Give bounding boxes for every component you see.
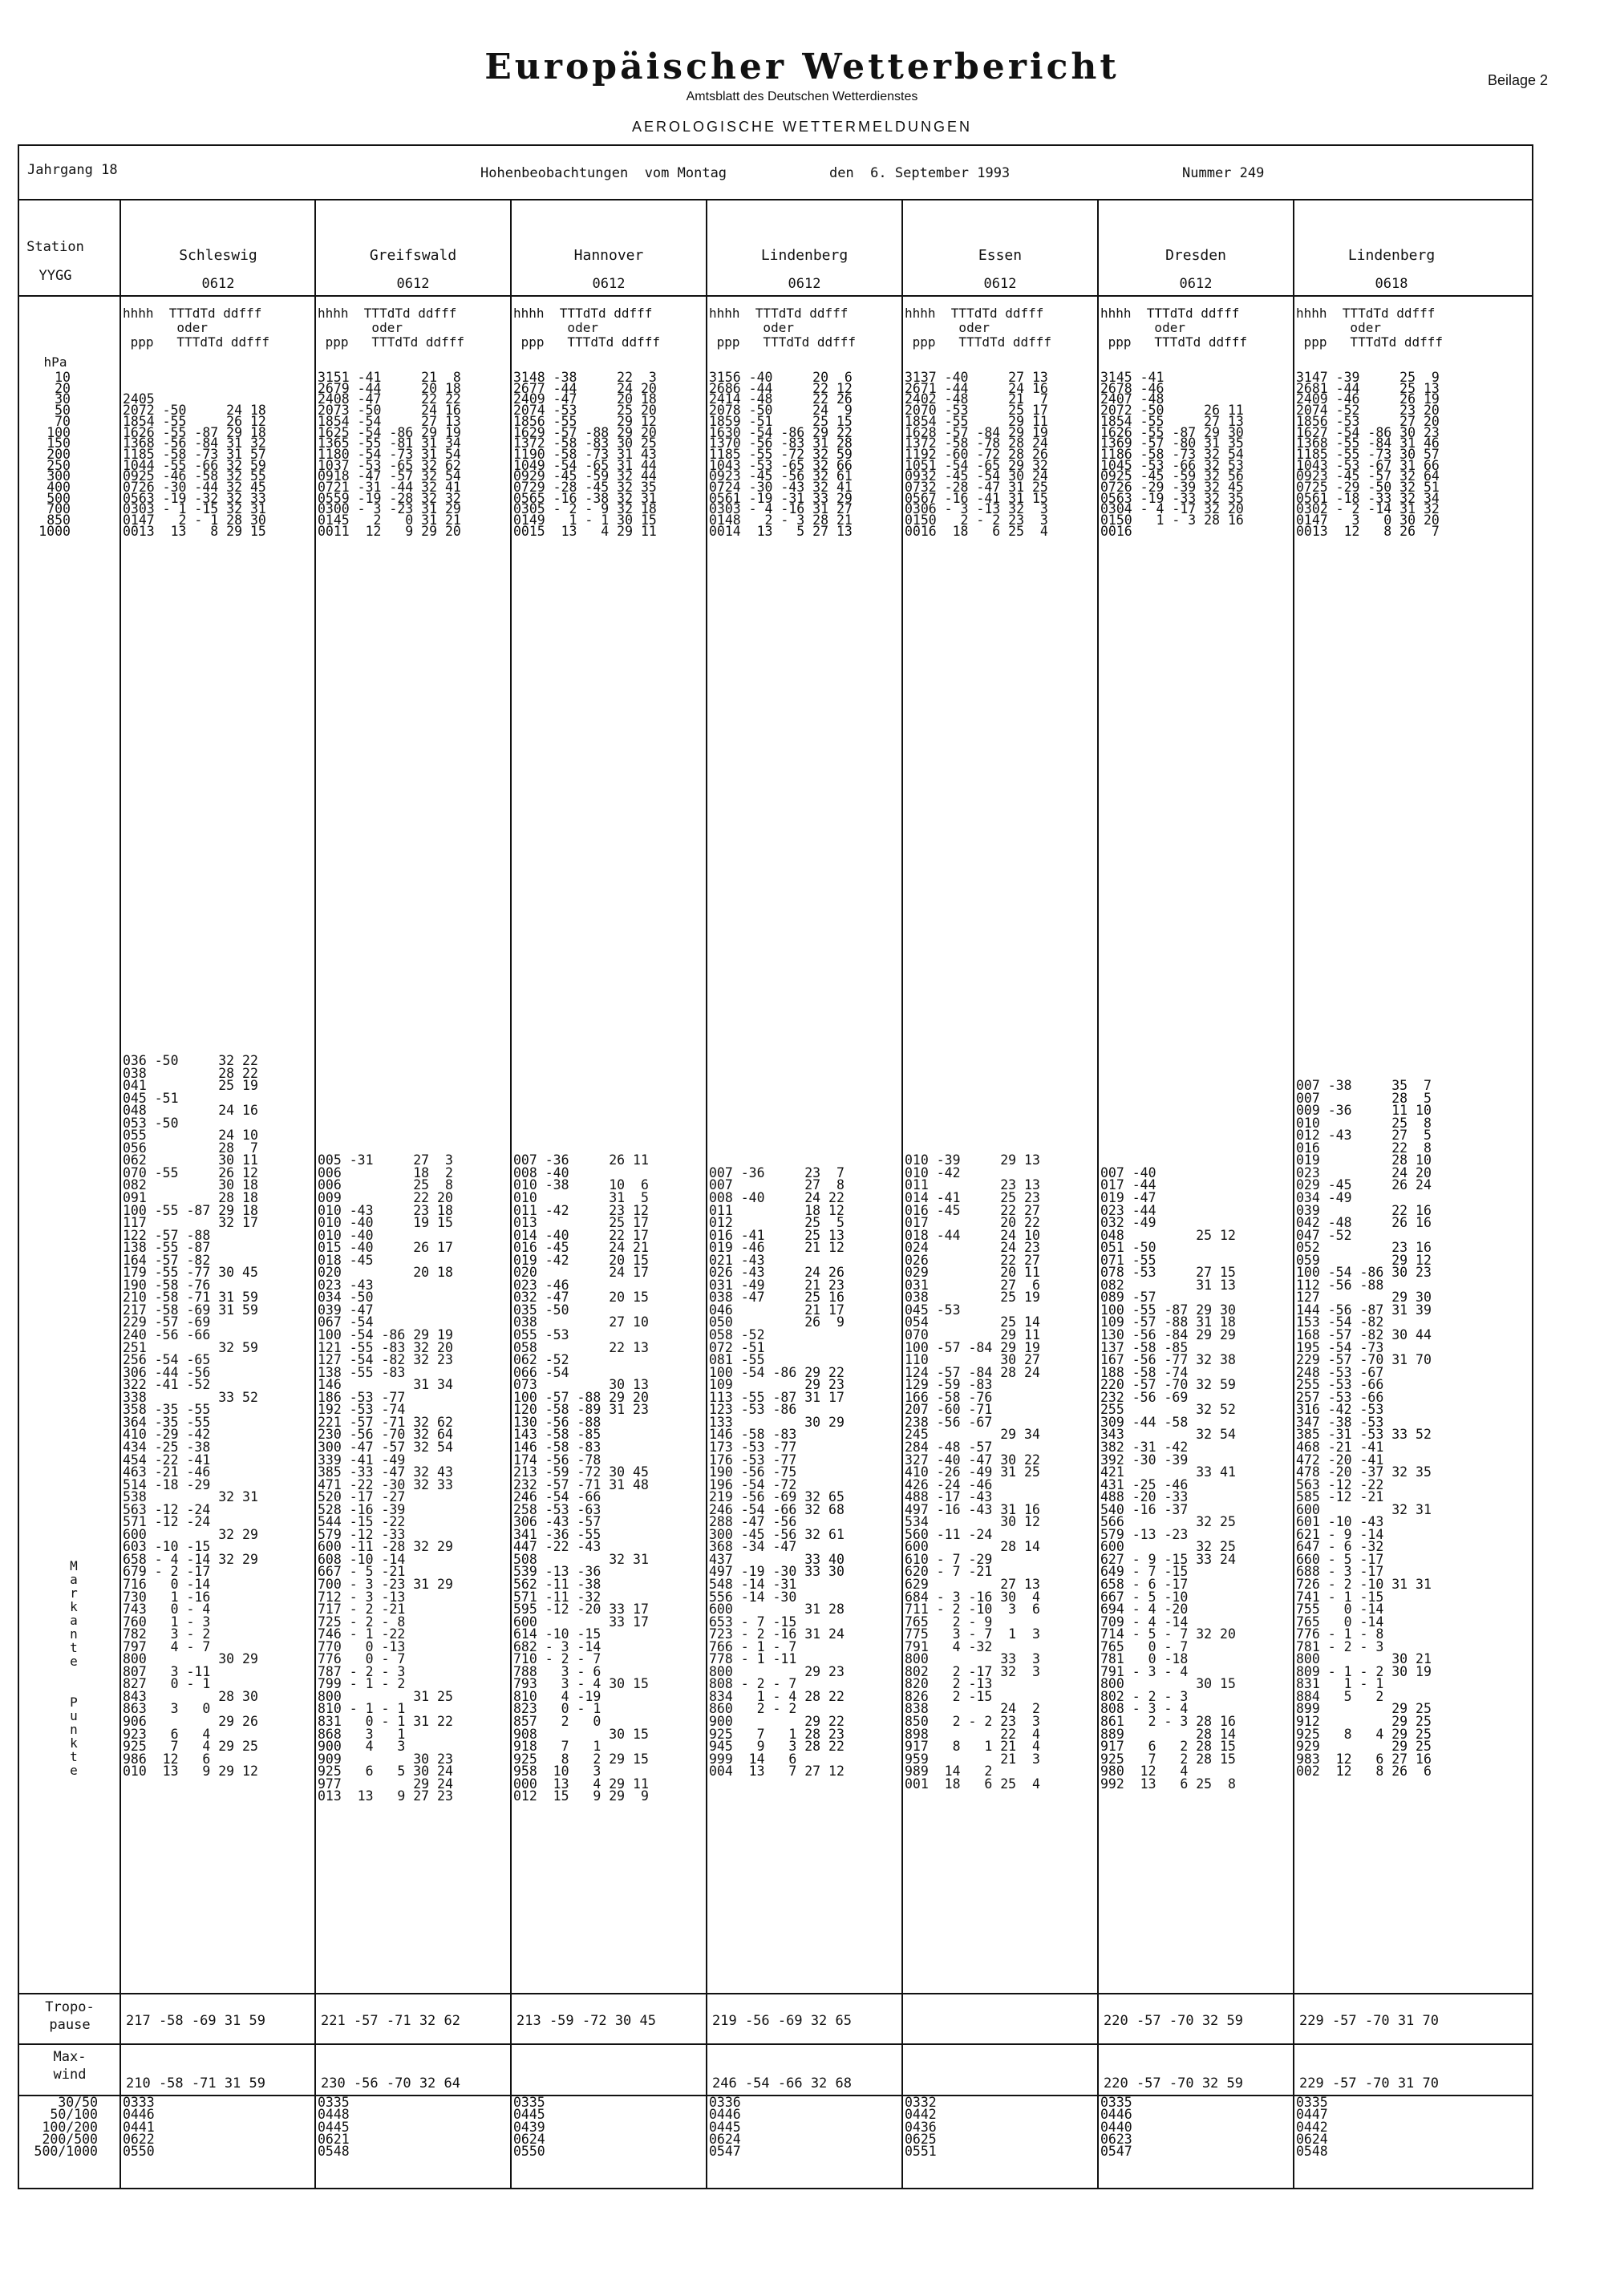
maxwind-label: Max- wind [53,2049,87,2083]
tropopause-data: 229 -57 -70 31 70 [1299,2013,1439,2029]
station-time: 0612 [396,276,430,292]
maxwind-data: 220 -57 -70 32 59 [1104,2075,1243,2092]
observation-label: Hohenbeobachtungen vom Montag [480,165,727,181]
significant-points-data: 007 -38 35 7 007 28 5 009 -36 11 10 010 25 8 012 -43 27 5 016 22 8 019 28 10 023 24 20 029 -45 26 24 034 -49 039 22 16 042 -48 26 16 047 -52 052 23 16 059 29 12 100 -54 -86 30 23 112 -56 -88 127 29 30 144 -56 -87 31 39 153 -54 -82 168 -57 -82 30 44 195 -54 -73 229 -57 -70 31 70 248 -53 -67 255 -53 -66 257 -53 -66 316 -42 -53 347 -38 -53 385 -31 -53 33 52 468 -21 -41 472 -20 -41 478 -20 -37 32 35 563 -12 -22 585 -12 -21 600 32 31 601 -10 -43 621 - 9 -14 647 - 6 -32 660 - 5 -17 688 - 3 -17 726 - 2 -10 31 31 741 - 1 -15 755 0 -14 765 0 -14 776 - 1 - 8 781 - 2 - 3 800 30 21 809 - 1 - 2 30 19 831 1 - 1 884 5 2 899 29 25 912 29 25 925 8 4 29 25 929 29 25 983 12 6 27 16 002 12 8 26 6 [1296,1078,1432,1780]
hpa-label: hPa [43,354,67,370]
column-header: hhhh TTTdTd ddfff oder ppp TTTdTd ddfff [123,306,270,350]
column-header: hhhh TTTdTd ddfff oder ppp TTTdTd ddfff [1296,306,1444,350]
col-divider [706,199,707,2189]
column-header: hhhh TTTdTd ddfff oder ppp TTTdTd ddfff [905,306,1052,350]
station-time: 0612 [788,276,821,292]
column-header: hhhh TTTdTd ddfff oder ppp TTTdTd ddfff [318,306,465,350]
rule-station [19,295,1532,297]
standard-levels-data: 3147 -39 25 9 2681 -44 25 13 2409 -46 26 19 2074 -52 23 20 1856 -53 27 20 1627 -54 -86 30 23 1368 -55 -84 31 46 1185 -55 -73 30 57 1043 -53 -67 31 66 0923 -45 -57 32 64 0725 -29 -50 32 51 0561 -18 -33 32 34 0302 - 2 -14 31 32 0147 3 0 30 20 0013 12 8 26 7 [1296,370,1440,539]
standard-levels-data: 3137 -40 27 13 2671 -44 24 16 2402 -48 21 7 2070 -53 25 17 1854 -55 29 11 1628 -57 -84 29 19 1372 -58 -78 28 24 1192 -60 -72 28 26 1051 -54 -65 29 32 0932 -45 -54 30 24 0732 -28 -47 31 25 0567 -16 -41 31 15 0306 - 3 -13 32 3 0150 2 - 2 23 3 0016 18 6 25 4 [905,370,1048,539]
section-title: AEROLOGISCHE WETTERMELDUNGEN [631,119,973,135]
col-divider [510,199,512,2189]
data-table [18,144,1533,2189]
station-name: Lindenberg [760,247,849,264]
pressure-levels: 10 20 30 50 70 100 150 200 250 300 400 500 700 850 1000 [38,370,71,539]
thickness-labels: 30/50 50/100 100/200 200/500 500/1000 [34,2095,98,2160]
col-divider [314,199,316,2189]
beilage-label: Beilage 2 [1487,72,1548,88]
thickness-data: 0332 0442 0436 0625 0551 [905,2095,937,2160]
column-header: hhhh TTTdTd ddfff oder ppp TTTdTd ddfff [1100,306,1248,350]
thickness-data: 0335 0446 0440 0623 0547 [1100,2095,1132,2160]
significant-points-data: 007 -36 26 11 008 -40 010 -38 10 6 010 31 5 011 -42 23 12 013 25 17 014 -40 22 17 016 -45 24 21 019 -42 20 15 020 24 17 023 -46 032 -47 20 15 035 -50 038 27 10 055 -53 058 22 13 062 -52 066 -54 073 30 13 100 -57 -88 29 20 120 -58 -89 31 23 130 -56 -88 143 -58 -85 146 -58 -83 174 -56 -78 213 -59 -72 30 45 232 -57 -71 31 48 246 -54 -66 258 -53 -63 306 -43 -57 341 -36 -55 447 -22 -43 508 32 31 539 -13 -36 562 -11 -38 571 -11 -32 595 -12 -20 33 17 600 33 17 614 -10 -15 682 - 3 -14 710 - 2 - 7 788 3 - 6 793 3 - 4 30 15 810 4 -19 823 0 - 1 857 2 0 908 30 15 918 7 1 925 8 2 29 15 958 10 3 000 13 4 29 11 012 15 9 29 9 [513,1152,649,1804]
tropopause-data: 219 -56 -69 32 65 [712,2013,852,2029]
column-header: hhhh TTTdTd ddfff oder ppp TTTdTd ddfff [709,306,857,350]
station-time: 0612 [1179,276,1213,292]
col-divider [1097,199,1099,2189]
station-name: Dresden [1165,247,1226,264]
significant-points-data: 010 -39 29 13 010 -42 011 23 13 014 -41 25 23 016 -45 22 27 017 20 22 018 -44 24 10 024 24 23 026 22 27 029 20 11 031 27 6 038 25 19 045 -53 054 25 14 070 29 11 100 -57 -84 29 19 110 30 27 124 -57 -84 28 24 129 -59 -83 166 -58 -76 207 -60 -71 238 -56 -67 245 29 34 284 -48 -57 327 -40 -47 30 22 410 -26 -49 31 25 426 -24 -46 488 -17 -43 497 -16 -43 31 16 534 30 12 560 -11 -24 600 28 14 610 - 7 -29 620 - 7 -21 629 27 13 684 - 3 -16 30 4 711 - 2 -10 3 6 765 2 - 9 775 3 - 7 1 3 791 4 -32 800 33 3 802 2 -17 32 3 820 2 -13 826 2 -15 838 24 2 850 2 - 2 23 3 898 22 4 917 8 1 21 4 959 21 3 989 14 2 001 18 6 25 4 [905,1152,1040,1792]
yygg-label: YYGG [38,268,72,284]
tropopause-data: 213 -59 -72 30 45 [516,2013,656,2029]
station-time: 0612 [201,276,235,292]
standard-levels-data: 3156 -40 20 6 2686 -44 22 12 2414 -48 22 26 2078 -50 24 9 1859 -51 25 15 1630 -54 -86 29 22 1370 -56 -83 31 28 1185 -55 -72 32 59 1043 -53 -65 32 66 0923 -45 -56 32 61 0724 -30 -43 32 41 0561 -19 -31 33 29 0303 - 4 -16 31 27 0148 2 - 3 28 21 0014 13 5 27 13 [709,370,853,539]
standard-levels-data: 3145 -41 2678 -46 2407 -48 2072 -50 26 11 1854 -55 27 13 1626 -55 -87 29 30 1369 -57 -80 31 35 1186 -58 -73 32 54 1045 -53 -66 32 53 0925 -45 -59 32 56 0726 -29 -39 32 45 0563 -19 -33 32 35 0304 - 4 -17 32 20 0150 1 - 3 28 16 0016 [1100,370,1244,539]
significant-points-data: 007 -36 23 7 007 27 8 008 -40 24 22 011 18 12 012 25 5 016 -41 25 13 019 -46 21 12 021 -43 026 -43 24 26 031 -49 21 23 038 -47 25 16 046 21 17 050 26 9 058 -52 072 -51 081 -55 100 -54 -86 29 22 109 29 23 113 -55 -87 31 17 123 -53 -86 133 30 29 146 -58 -83 173 -53 -77 176 -53 -77 190 -56 -75 196 -54 -72 219 -56 -69 32 65 246 -54 -66 32 68 288 -47 -56 300 -45 -56 32 61 368 -34 -47 437 33 40 497 -19 -30 33 30 548 -14 -31 556 -14 -30 600 31 28 653 - 7 -15 723 - 2 -16 31 24 766 - 1 - 7 778 - 1 -11 800 29 23 808 - 2 - 7 834 1 - 4 28 22 860 2 - 2 900 29 22 925 7 1 28 23 945 9 3 28 22 999 14 6 004 13 7 27 12 [709,1164,845,1780]
markante-punkte-label: M a r k a n t e P u n k t e [70,1558,78,1778]
tropopause-label: Tropo- pause [45,1999,95,2033]
thickness-data: 0335 0447 0442 0624 0548 [1296,2095,1328,2160]
maxwind-data: 229 -57 -70 31 70 [1299,2075,1439,2092]
thickness-data: 0336 0446 0445 0624 0547 [709,2095,741,2160]
station-name: Schleswig [179,247,257,264]
tropopause-data: 217 -58 -69 31 59 [126,2013,265,2029]
maxwind-data: 210 -58 -71 31 59 [126,2075,265,2092]
jahrgang: Jahrgang 18 [27,162,118,178]
col-divider [901,199,903,2189]
station-name: Greifswald [369,247,457,264]
tropopause-data: 220 -57 -70 32 59 [1104,2013,1243,2029]
station-time: 0612 [983,276,1017,292]
col-divider [119,199,121,2189]
observation-date: den 6. September 1993 [829,165,1011,181]
station-label: Station [26,239,84,255]
maxwind-data: 230 -56 -70 32 64 [321,2075,460,2092]
report-title: Europäischer Wetterbericht [484,47,1120,87]
rule-meta [19,199,1532,200]
maxwind-data: 246 -54 -66 32 68 [712,2075,852,2092]
column-header: hhhh TTTdTd ddfff oder ppp TTTdTd ddfff [513,306,661,350]
significant-points-data: 005 -31 27 3 006 18 2 006 25 8 009 22 20 010 -43 23 18 010 -40 19 15 010 -40 015 -40 26 17 018 -45 020 20 18 023 -43 034 -50 039 -47 067 -54 100 -54 -86 29 19 121 -55 -83 32 20 127 -54 -82 32 23 138 -55 -83 146 31 34 186 -53 -77 192 -53 -74 221 -57 -71 32 62 230 -56 -70 32 64 300 -47 -57 32 54 339 -41 -49 385 -33 -47 32 43 471 -22 -30 32 33 520 -17 -27 528 -16 -39 544 -15 -22 579 -12 -33 600 -11 -28 32 29 608 -10 -14 667 - 5 -21 700 - 3 -23 31 29 712 - 3 -13 717 - 2 -21 725 - 2 - 8 746 - 1 -22 770 0 -13 776 0 - 7 787 - 2 - 3 799 - 1 - 2 800 31 25 810 - 1 - 1 831 0 - 1 31 22 868 3 1 900 4 3 909 30 23 925 6 5 30 24 977 29 24 013 13 9 27 23 [318,1152,453,1804]
issue-number: Nummer 249 [1182,165,1265,181]
rule-tropo [19,1993,1532,1994]
thickness-data: 0335 0445 0439 0624 0550 [513,2095,545,2160]
col-divider [1293,199,1294,2189]
station-time: 0618 [1375,276,1408,292]
station-name: Essen [978,247,1023,264]
significant-points-data: 036 -50 32 22 038 28 22 041 25 19 045 -51 048 24 16 053 -50 055 24 10 056 28 7 062 30 11 070 -55 26 12 082 30 18 091 28 18 100 -55 -87 29 18 117 32 17 122 -57 -88 138 -55 -87 164 -57 -82 179 -55 -77 30 45 190 -58 -76 210 -58 -71 31 59 217 -58 -69 31 59 229 -57 -69 240 -56 -66 251 32 59 256 -54 -65 306 -44 -56 322 -41 -52 338 33 52 358 -35 -55 364 -35 -55 410 -29 -42 434 -25 -38 454 -22 -41 463 -21 -46 514 -18 -29 538 32 31 563 -12 -24 571 -12 -24 600 32 29 603 -10 -15 658 - 4 -14 32 29 679 - 2 -17 716 0 -14 730 1 -16 743 0 - 4 760 1 - 3 782 3 - 2 797 4 - 7 800 30 29 807 3 -11 827 0 - 1 843 28 30 863 3 0 906 29 26 923 6 4 925 7 4 29 25 986 12 6 010 13 9 29 12 [123,1053,258,1780]
rule-maxwind [19,2043,1532,2045]
tropopause-data: 221 -57 -71 32 62 [321,2013,460,2029]
report-subtitle: Amtsblatt des Deutschen Wetterdienstes [686,90,918,103]
standard-levels-data: 3148 -38 22 3 2677 -44 24 20 2409 -47 20 18 2074 -53 25 20 1856 -55 29 12 1629 -57 -88 29 20 1372 -58 -83 30 25 1190 -58 -73 31 43 1049 -54 -65 31 44 0929 -45 -59 32 44 0729 -28 -45 32 35 0565 -16 -38 32 31 0305 - 2 - 9 32 18 0149 1 - 1 30 15 0015 13 4 29 11 [513,370,657,539]
thickness-data: 0335 0448 0445 0621 0548 [318,2095,350,2160]
station-time: 0612 [592,276,626,292]
standard-levels-data: 2405 2072 -50 24 18 1854 -55 26 12 1626 -55 -87 29 18 1368 -56 -84 31 32 1185 -58 -73 31 57 1044 -55 -66 32 59 0925 -46 -58 32 55 0726 -30 -44 32 45 0563 -19 -32 32 33 0303 - 1 -15 32 31 0147 2 - 1 28 30 0013 13 8 29 15 [123,391,266,539]
standard-levels-data: 3151 -41 21 8 2679 -44 20 18 2408 -47 22 22 2073 -50 24 16 1854 -54 27 13 1625 -54 -86 29 19 1365 -55 -81 31 34 1180 -54 -73 31 54 1037 -53 -65 32 62 0918 -47 -57 32 54 0721 -31 -44 32 41 0559 -19 -28 32 32 0300 - 3 -23 31 29 0145 2 0 31 21 0011 12 9 29 20 [318,370,461,539]
station-name: Lindenberg [1347,247,1436,264]
station-name: Hannover [573,247,644,264]
significant-points-data: 007 -40 017 -44 019 -47 023 -44 032 -49 048 25 12 051 -50 071 -55 078 -53 27 15 082 31 13 089 -57 100 -55 -87 29 30 109 -57 -88 31 18 130 -56 -84 29 29 137 -58 -85 167 -56 -77 32 38 188 -58 -74 220 -57 -70 32 59 232 -56 -69 255 32 52 309 -44 -58 343 32 54 382 -31 -42 392 -30 -39 421 33 41 431 -25 -46 488 -20 -33 540 -16 -37 566 32 25 579 -13 -23 600 32 25 627 - 9 -15 33 24 649 - 7 -15 658 - 6 -17 667 - 5 -10 694 - 4 -20 709 - 4 -14 714 - 5 - 7 32 20 765 0 - 7 781 0 -18 791 - 3 - 4 800 30 15 802 - 2 - 3 808 - 3 - 4 861 2 - 3 28 16 889 28 14 917 6 2 28 15 925 7 2 28 15 980 12 4 992 13 6 25 8 [1100,1164,1236,1792]
thickness-data: 0333 0446 0441 0622 0550 [123,2095,155,2160]
